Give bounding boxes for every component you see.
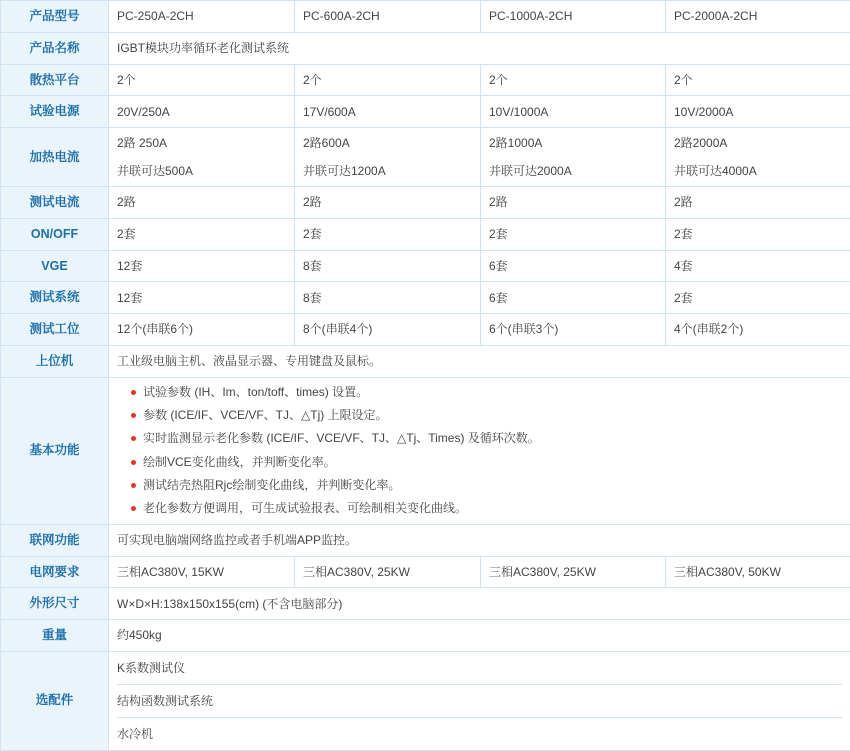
- cell-model-c: PC-1000A-2CH: [481, 1, 666, 33]
- row-label-heating-current: 加热电流: [1, 128, 109, 187]
- cell-test-station-d: 4个(串联2个): [666, 314, 850, 346]
- heating-d-line2: 并联可达4000A: [674, 162, 842, 180]
- row-label-test-system: 测试系统: [1, 282, 109, 314]
- table-row: [1, 1, 850, 33]
- cell-test-system-d: 2套: [666, 282, 850, 314]
- cell-cooling-d: 2个: [666, 64, 850, 96]
- cell-onoff-d: 2套: [666, 218, 850, 250]
- row-label-accessories: 选配件: [1, 651, 109, 750]
- cell-cooling-c: 2个: [481, 64, 666, 96]
- row-label-host-computer: 上位机: [1, 345, 109, 377]
- cell-heating-d: [666, 128, 850, 187]
- table-row: [1, 250, 850, 282]
- table-row: [1, 651, 850, 750]
- cell-heating-b: [295, 128, 481, 187]
- cell-power-c: 10V/1000A: [481, 96, 666, 128]
- cell-model-d: PC-2000A-2CH: [666, 1, 850, 33]
- cell-product-name: IGBT模块功率循环老化测试系统: [109, 32, 850, 64]
- row-label-cooling-platform: 散热平台: [1, 64, 109, 96]
- list-item: 试验参数 (IH、Im、ton/toff、times) 设置。: [131, 384, 842, 401]
- row-label-model: 产品型号: [1, 1, 109, 33]
- cell-test-station-a: 12个(串联6个): [109, 314, 295, 346]
- cell-grid-a: 三相AC380V, 15KW: [109, 556, 295, 588]
- cell-vge-c: 6套: [481, 250, 666, 282]
- table-row: [1, 218, 850, 250]
- accessory-item-1: K系数测试仪: [117, 652, 842, 684]
- row-label-test-power: 试验电源: [1, 96, 109, 128]
- row-label-vge: VGE: [1, 250, 109, 282]
- cell-onoff-a: 2套: [109, 218, 295, 250]
- cell-onoff-b: 2套: [295, 218, 481, 250]
- cell-test-system-a: 12套: [109, 282, 295, 314]
- table-row: [1, 282, 850, 314]
- row-label-test-station: 测试工位: [1, 314, 109, 346]
- cell-vge-d: 4套: [666, 250, 850, 282]
- cell-power-a: 20V/250A: [109, 96, 295, 128]
- cell-model-b: PC-600A-2CH: [295, 1, 481, 33]
- cell-grid-c: 三相AC380V, 25KW: [481, 556, 666, 588]
- table-row: [1, 314, 850, 346]
- cell-test-station-b: 8个(串联4个): [295, 314, 481, 346]
- cell-test-current-d: 2路: [666, 187, 850, 219]
- cell-grid-b: 三相AC380V, 25KW: [295, 556, 481, 588]
- row-label-test-current: 测试电流: [1, 187, 109, 219]
- table-row: [1, 64, 850, 96]
- row-label-weight: 重量: [1, 620, 109, 652]
- cell-host-computer: 工业级电脑主机、液晶显示器、专用键盘及鼠标。: [109, 345, 850, 377]
- cell-heating-c: [481, 128, 666, 187]
- list-item: 绘制VCE变化曲线，并判断变化率。: [131, 454, 842, 471]
- cell-cooling-a: 2个: [109, 64, 295, 96]
- cell-test-current-c: 2路: [481, 187, 666, 219]
- basic-function-list: [117, 384, 842, 518]
- cell-basic-function: [109, 377, 850, 524]
- table-row: [1, 128, 850, 187]
- row-label-grid-requirement: 电网要求: [1, 556, 109, 588]
- cell-power-b: 17V/600A: [295, 96, 481, 128]
- row-label-on-off: ON/OFF: [1, 218, 109, 250]
- cell-vge-a: 12套: [109, 250, 295, 282]
- cell-grid-d: 三相AC380V, 50KW: [666, 556, 850, 588]
- cell-test-current-b: 2路: [295, 187, 481, 219]
- cell-power-d: 10V/2000A: [666, 96, 850, 128]
- row-label-product-name: 产品名称: [1, 32, 109, 64]
- heating-a-line1: 2路 250A: [117, 134, 286, 152]
- list-item: 老化参数方便调用，可生成试验报表、可绘制相关变化曲线。: [131, 500, 842, 517]
- row-label-network-function: 联网功能: [1, 524, 109, 556]
- table-row: [1, 588, 850, 620]
- heating-c-line2: 并联可达2000A: [489, 162, 657, 180]
- cell-test-station-c: 6个(串联3个): [481, 314, 666, 346]
- cell-cooling-b: 2个: [295, 64, 481, 96]
- list-item: 参数 (ICE/IF、VCE/VF、TJ、△Tj) 上限设定。: [131, 407, 842, 424]
- cell-model-a: PC-250A-2CH: [109, 1, 295, 33]
- table-row: [1, 187, 850, 219]
- heating-d-line1: 2路2000A: [674, 134, 842, 152]
- accessory-item-2: 结构函数测试系统: [117, 684, 842, 717]
- accessory-item-3: 水冷机: [117, 717, 842, 750]
- cell-heating-a: [109, 128, 295, 187]
- heating-b-line2: 并联可达1200A: [303, 162, 472, 180]
- table-row: [1, 32, 850, 64]
- cell-network-function: 可实现电脑端网络监控或者手机端APP监控。: [109, 524, 850, 556]
- table-row: [1, 556, 850, 588]
- row-label-basic-function: 基本功能: [1, 377, 109, 524]
- table-row: [1, 345, 850, 377]
- heating-b-line1: 2路600A: [303, 134, 472, 152]
- cell-onoff-c: 2套: [481, 218, 666, 250]
- table-row: [1, 377, 850, 524]
- list-item: 实时监测显示老化参数 (ICE/IF、VCE/VF、TJ、△Tj、Times) 及循环次数。: [131, 430, 842, 447]
- heating-c-line1: 2路1000A: [489, 134, 657, 152]
- list-item: 测试结壳热阻Rjc绘制变化曲线，并判断变化率。: [131, 477, 842, 494]
- table-row: [1, 524, 850, 556]
- row-label-dimensions: 外形尺寸: [1, 588, 109, 620]
- table-row: [1, 96, 850, 128]
- cell-vge-b: 8套: [295, 250, 481, 282]
- cell-weight: 约450kg: [109, 620, 850, 652]
- table-row: [1, 620, 850, 652]
- cell-test-system-c: 6套: [481, 282, 666, 314]
- heating-a-line2: 并联可达500A: [117, 162, 286, 180]
- cell-dimensions: W×D×H:138x150x155(cm) (不含电脑部分): [109, 588, 850, 620]
- cell-accessories: [109, 651, 850, 750]
- cell-test-system-b: 8套: [295, 282, 481, 314]
- cell-test-current-a: 2路: [109, 187, 295, 219]
